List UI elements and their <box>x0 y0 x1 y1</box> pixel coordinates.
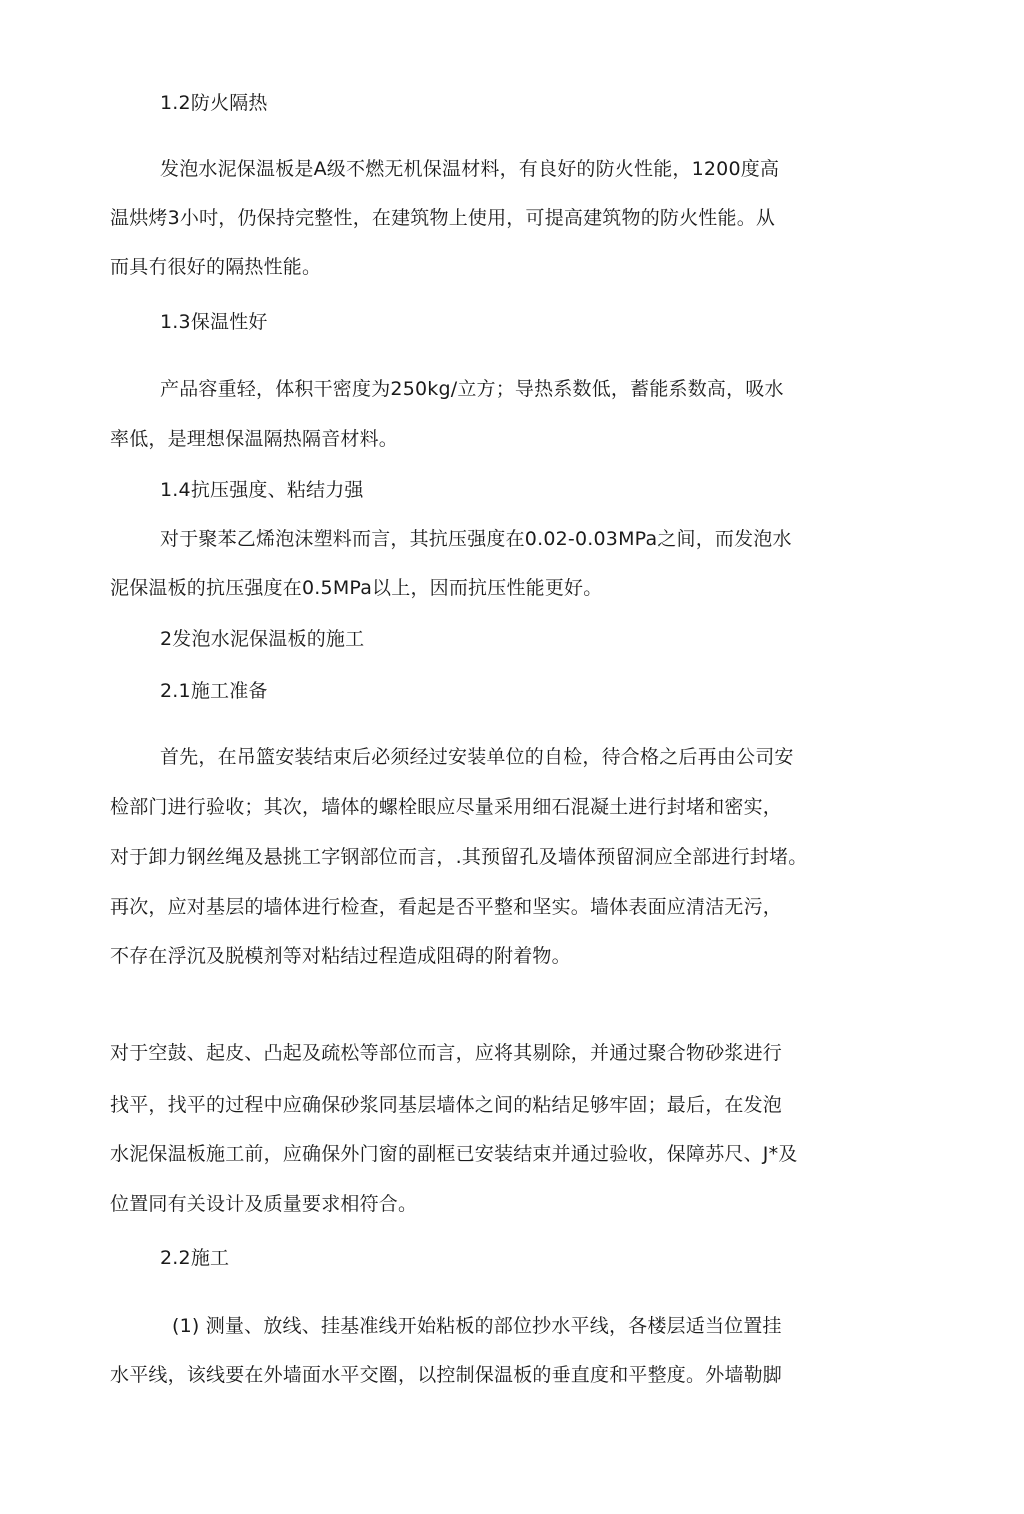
paragraph-line: 水平线，该线要在外墙面水平交圈，以控制保温板的垂直度和平整度。外墙勒脚 <box>110 1364 783 1386</box>
paragraph-line: 水泥保温板施工前，应确保外门窗的副框已安装结束并通过验收，保障苏尺、J*及 <box>110 1143 798 1165</box>
paragraph-line: 找平，找平的过程中应确保砂浆同基层墙体之间的粘结足够牢固；最后，在发泡 <box>110 1094 783 1116</box>
paragraph-line: 对于空鼓、起皮、凸起及疏松等部位而言，应将其剔除，并通过聚合物砂浆进行 <box>110 1042 783 1064</box>
heading-2: 2发泡水泥保温板的施工 <box>160 628 365 650</box>
paragraph-line: 首先，在吊篮安装结束后必须经过安装单位的自检，待合格之后再由公司安 <box>160 746 794 768</box>
heading-1-4: 1.4抗压强度、粘结力强 <box>160 479 364 501</box>
heading-1-2: 1.2防火隔热 <box>160 92 268 114</box>
paragraph-line: 而具冇很好的隔热性能。 <box>110 256 322 278</box>
heading-2-2: 2.2施工 <box>160 1247 230 1269</box>
paragraph-line: 不存在浮沉及脱模剂等对粘结过程造成阻碍的附着物。 <box>110 945 571 967</box>
paragraph-line: 率低，是理想保温隔热隔音材料。 <box>110 428 399 450</box>
heading-2-1: 2.1施工准备 <box>160 680 268 702</box>
paragraph-line: 对于聚苯乙烯泡沫塑料而言，其抗压强度在0.02-0.03MPa之间，而发泡水 <box>160 528 792 550</box>
paragraph-line: 温烘烤3小吋，仍保持完整性，在建筑物上使用，可提高建筑物的防火性能。从 <box>110 207 776 229</box>
heading-1-3: 1.3保温性好 <box>160 311 268 333</box>
paragraph-line: 再次，应对基层的墙体进行检查，看起是否平整和坚实。墙体表面应清洁无污， <box>110 896 783 918</box>
paragraph-line: 产品容重轻，体积干密度为250kg/立方；导热系数低，蓄能系数高，吸水 <box>160 378 784 400</box>
paragraph-line: 检部门进行验收；其次，墙体的螺栓眼应尽量采用细石混凝土进行封堵和密实， <box>110 796 783 818</box>
paragraph-line: 位置同有关设计及质量要求相符合。 <box>110 1193 418 1215</box>
paragraph-line: (1) 测量、放线、挂基准线开始粘板的部位抄水平线，各楼层适当位置挂 <box>172 1315 782 1337</box>
paragraph-line: 泥保温板的抗压强度在0.5MPa以上，因而抗压性能更好。 <box>110 577 603 599</box>
paragraph-line: 对于卸力钢丝绳及悬挑工字钢部位而言，.其预留孔及墙体预留洞应全部进行封堵。 <box>110 846 808 868</box>
paragraph-line: 发泡水泥保温板是A级不燃无机保温材料，有良好的防火性能，1200度高 <box>160 158 780 180</box>
